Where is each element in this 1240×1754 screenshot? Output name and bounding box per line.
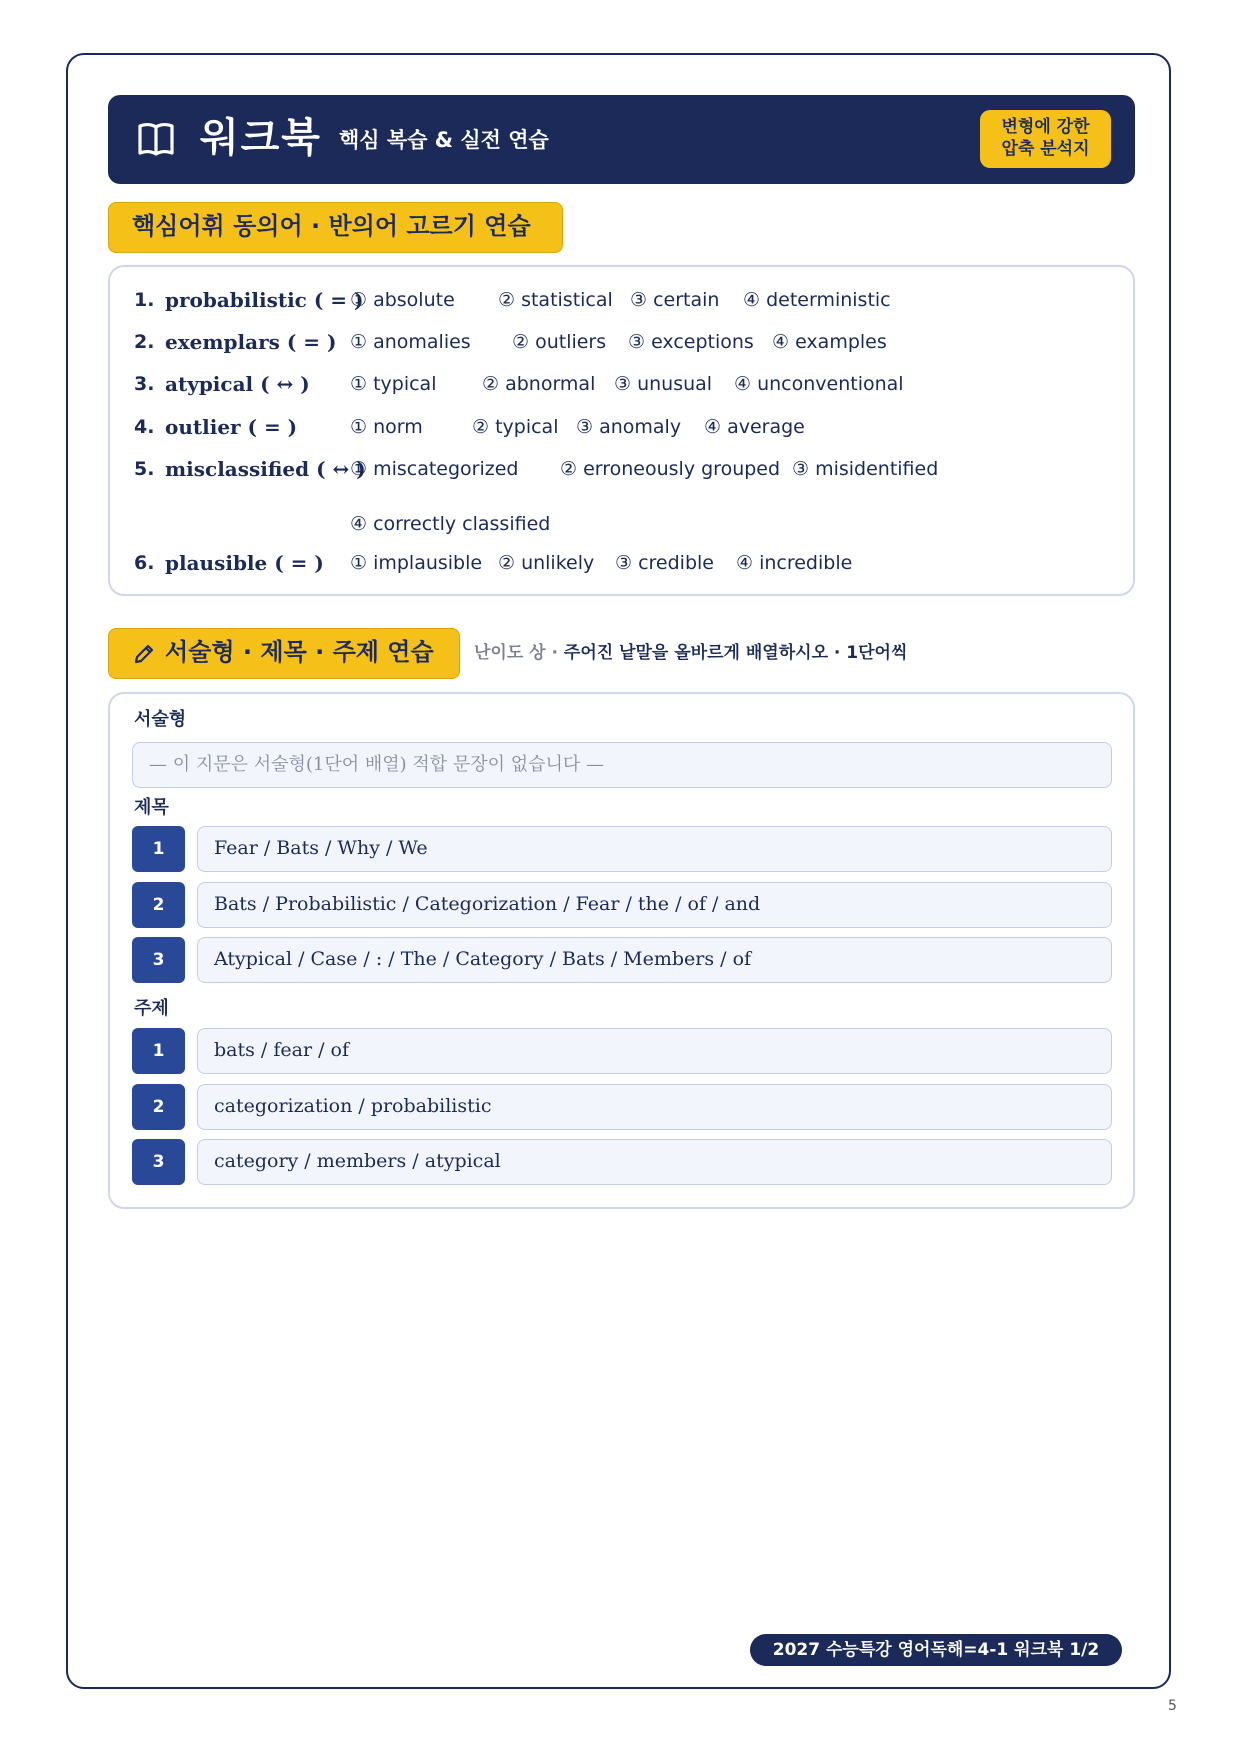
vocab-option[interactable]: ② outliers [512,331,607,353]
vocab-option[interactable]: ① anomalies [350,331,471,353]
vocab-option[interactable]: ③ anomaly [576,416,682,438]
vocab-word: exemplars ( = ) [165,330,337,354]
vocab-word: plausible ( = ) [165,551,324,575]
title-number-badge: 2 [132,882,185,928]
vocab-number: 5. [134,458,155,480]
topic-answer-field[interactable]: bats / fear / of [197,1028,1112,1074]
vocab-option[interactable]: ③ misidentified [792,458,939,480]
vocab-option[interactable]: ① implausible [350,552,483,574]
footer-label: 2027 수능특강 영어독해=4-1 워크북 1/2 [750,1634,1122,1666]
open-book-icon [136,119,176,159]
writing-box [108,692,1135,1209]
topic-number-badge: 3 [132,1139,185,1185]
vocab-option[interactable]: ① typical [350,373,437,395]
vocab-option[interactable]: ④ examples [772,331,887,353]
vocab-number: 2. [134,331,155,353]
title-number-badge: 1 [132,826,185,872]
topic-answer-field[interactable]: category / members / atypical [197,1139,1112,1185]
vocab-option[interactable]: ④ deterministic [743,289,891,311]
vocab-option[interactable]: ③ unusual [614,373,713,395]
title-number-badge: 3 [132,937,185,983]
badge-line-1: 변형에 강한 [1001,117,1090,137]
vocab-number: 4. [134,416,155,438]
vocab-word: misclassified ( ↔ ) [165,457,366,481]
page-subtitle: 핵심 복습 & 실전 연습 [339,128,549,152]
vocab-option[interactable]: ④ average [704,416,805,438]
vocab-option[interactable]: ② abnormal [482,373,596,395]
page-number: 5 [1168,1698,1177,1714]
vocab-word: atypical ( ↔ ) [165,372,310,396]
writing-section-title [108,628,460,679]
vocab-option[interactable]: ③ exceptions [628,331,754,353]
vocab-option[interactable]: ② unlikely [498,552,595,574]
vocab-option[interactable]: ③ certain [630,289,720,311]
topic-answer-field[interactable]: categorization / probabilistic [197,1084,1112,1130]
title-answer-field[interactable]: Atypical / Case / : / The / Category / Bats / Members / of [197,937,1112,983]
badge-line-2: 압축 분석지 [1001,139,1090,159]
vocab-option[interactable]: ① miscategorized [350,458,519,480]
difficulty-note: 난이도 상 · [474,643,564,663]
vocab-option[interactable]: ④ unconventional [734,373,904,395]
title-answer-field[interactable]: Fear / Bats / Why / We [197,826,1112,872]
pencil-icon [132,642,156,666]
vocab-option[interactable]: ② erroneously grouped [560,458,781,480]
topic-label: 주제 [134,998,169,1019]
header-badge [980,110,1111,168]
essay-label: 서술형 [134,709,187,730]
vocab-option[interactable]: ④ incredible [736,552,853,574]
title-label: 제목 [134,797,169,818]
vocab-section-title: 핵심어휘 동의어 · 반의어 고르기 연습 [108,202,563,253]
vocab-word: probabilistic ( = ) [165,288,364,312]
vocab-word: outlier ( = ) [165,415,298,439]
instruction-text: 주어진 낱말을 올바르게 배열하시오 · 1단어씩 [563,643,908,663]
vocab-option[interactable]: ④ correctly classified [350,513,551,535]
vocab-option[interactable]: ② statistical [498,289,613,311]
essay-field[interactable]: — 이 지문은 서술형(1단어 배열) 적합 문장이 없습니다 — [132,742,1112,788]
vocab-option[interactable]: ① absolute [350,289,455,311]
topic-number-badge: 1 [132,1028,185,1074]
workbook-header [108,95,1135,184]
writing-instructions [474,641,907,665]
vocab-option[interactable]: ③ credible [615,552,714,574]
vocab-number: 1. [134,289,155,311]
topic-number-badge: 2 [132,1084,185,1130]
page-title: 워크북 [200,115,322,161]
vocab-option[interactable]: ① norm [350,416,423,438]
vocab-number: 6. [134,552,155,574]
vocab-option[interactable]: ② typical [472,416,559,438]
vocab-box [108,265,1135,596]
title-answer-field[interactable]: Bats / Probabilistic / Categorization / Fear / the / of / and [197,882,1112,928]
writing-section-label: 서술형 · 제목 · 주제 연습 [165,638,434,666]
vocab-number: 3. [134,373,155,395]
